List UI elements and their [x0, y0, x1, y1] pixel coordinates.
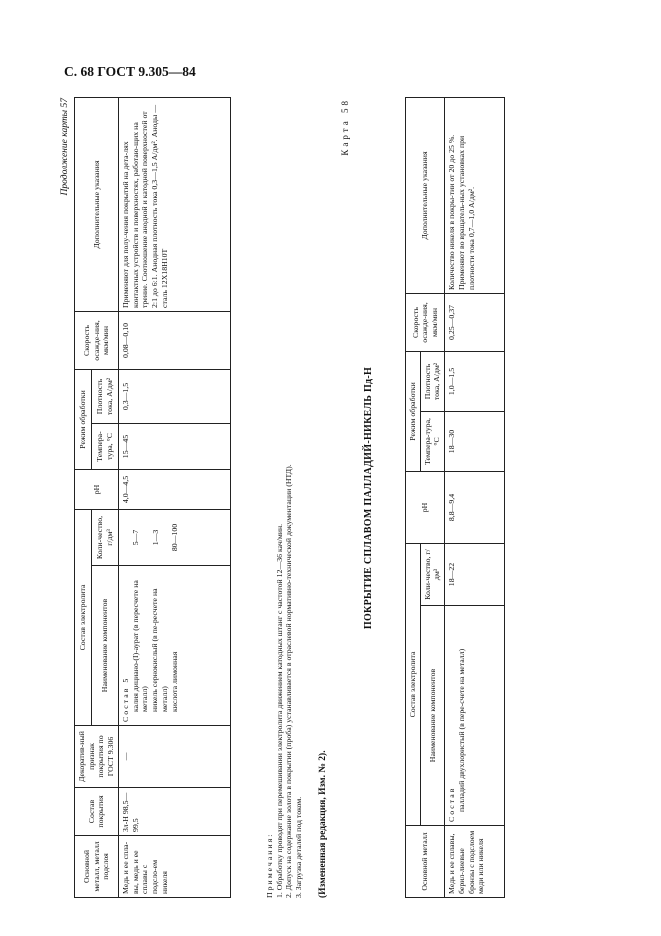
note-item: 3. Загрузка деталей под током.: [294, 796, 304, 898]
th-component-names: Наименование компонентов: [91, 566, 118, 726]
th2-mode: Режим обработки: [406, 351, 421, 471]
th2-notes: Дополнительные указания: [406, 97, 445, 293]
cell-temperature: 15—45: [118, 423, 230, 469]
cell2-ph: 8,8—9,4: [445, 471, 505, 543]
rotated-page-content: [60, 98, 570, 898]
table-card-57: [74, 97, 231, 898]
notes-title: Примечания:: [265, 832, 274, 898]
th-mode: Режим обработки: [75, 369, 92, 469]
section-title: ПОКРЫТИЕ СПЛАВОМ ПАЛЛАДИЙ-НИКЕЛЬ Пд-Н: [363, 366, 374, 630]
th2-rate: Скорость осажде-ния, мкм/мин: [406, 293, 445, 351]
th2-electrolyte: Состав электролита: [406, 543, 421, 825]
cell-decorative: —: [118, 726, 230, 788]
notes-block: [265, 98, 304, 898]
component-item: никель сернокислый (в пе-ресчете на металл): [150, 588, 169, 712]
th2-base-metal: Основной металл: [406, 826, 445, 898]
note-item: 2. Допуск на содержание золота в покрытии (проба) устанавливается в отраслевой нормативно-технической документации (НТД).: [284, 464, 294, 898]
composition-title: Состав: [447, 786, 457, 822]
quantity-value: 80—100: [170, 523, 180, 552]
th-notes: Дополнительные указания: [75, 97, 119, 311]
th-rate: Скорость осажде-ния, мкм/мин: [75, 311, 119, 369]
th-ph: pH: [75, 469, 119, 509]
th2-ph: pH: [406, 471, 445, 543]
th-base-metal: Основной металл, металл подслоя: [75, 836, 119, 898]
th2-density: Плотность тока, А/дм²: [420, 351, 444, 411]
page-header: С. 68 ГОСТ 9.305—84: [64, 64, 196, 79]
cell-components: [118, 566, 230, 726]
cell2-rate: 0,25—0,37: [445, 293, 505, 351]
continuation-label: Продолжение карты 57: [60, 98, 70, 196]
card-number: Карта 58: [340, 98, 350, 156]
cell-ph: 4,0—4,5: [118, 469, 230, 509]
quantity-value: 1—3: [150, 529, 160, 546]
cell2-base-metal: Медь и ее сплавы, берил-лиевые бронзы с подслоем меди или никеля: [445, 826, 505, 898]
th-temperature: Темпера-тура, °С: [91, 423, 118, 469]
cell-rate: 0,08—0,10: [118, 311, 230, 369]
cell2-density: 1,0—1,5: [445, 351, 505, 411]
cell-quantities: [118, 509, 230, 565]
th-electrolyte: Состав электролита: [75, 509, 92, 725]
th2-quantity: Коли-чество, г/дм³: [420, 543, 444, 605]
quantity-value: 5—7: [130, 529, 140, 546]
th-coating: Состав покрытия: [75, 788, 119, 836]
cell-base-metal: Медь и ее спла-вы, медь и ее сплавы с подсло-ем никеля: [118, 836, 230, 898]
component-item: палладий двухлористый (в пере-счете на металл): [456, 648, 466, 812]
th-quantity: Коли-чество, г/дм³: [91, 509, 118, 565]
table-card-58: [405, 97, 505, 898]
component-item: калия дициано-(I)-аурат (в пересчете на металл): [130, 580, 150, 712]
cell-coating: Зл-Н 98,5—99,5: [118, 788, 230, 836]
cell2-notes: Количество никеля в покры-тии от 20 до 25 %. Применяют во вращатель-ных установках при плотности тока 0,7—1,0 А/дм².: [445, 97, 505, 293]
note-item: 1. Обработку проводят при перемешивании электролита движением катодных штанг с частотой 12—36 кач/мин.: [274, 523, 284, 898]
component-item: кислота лимонная: [169, 651, 179, 712]
amendment-note: (Измененная редакция, Изм. № 2).: [318, 750, 328, 898]
cell2-temperature: 18—30: [445, 411, 505, 471]
cell2-quantity: 18—22: [445, 543, 505, 605]
th-decorative: Декоратив-ный признак покрытия по ГОСТ 9.306: [75, 726, 119, 788]
th2-component-names: Наименование компонентов: [420, 606, 444, 826]
cell2-components: [445, 606, 505, 826]
cell-notes: Применяют для полу-чения покрытий на дета-лях контактных устройств и поверхностях, работаю-щих на трение. Соотношение анодной и катодной поверхностей от 2:1 до 6:1. Анодная плотность тока 0,3—1,5 А/дм². Аноды — сталь 12Х18Н10Т: [118, 97, 230, 311]
th-density: Плотность тока, А/дм²: [91, 369, 118, 423]
composition-title: Состав 5: [120, 676, 130, 722]
th2-temperature: Темпера-тура, °С: [420, 411, 444, 471]
cell-density: 0,3—1,5: [118, 369, 230, 423]
